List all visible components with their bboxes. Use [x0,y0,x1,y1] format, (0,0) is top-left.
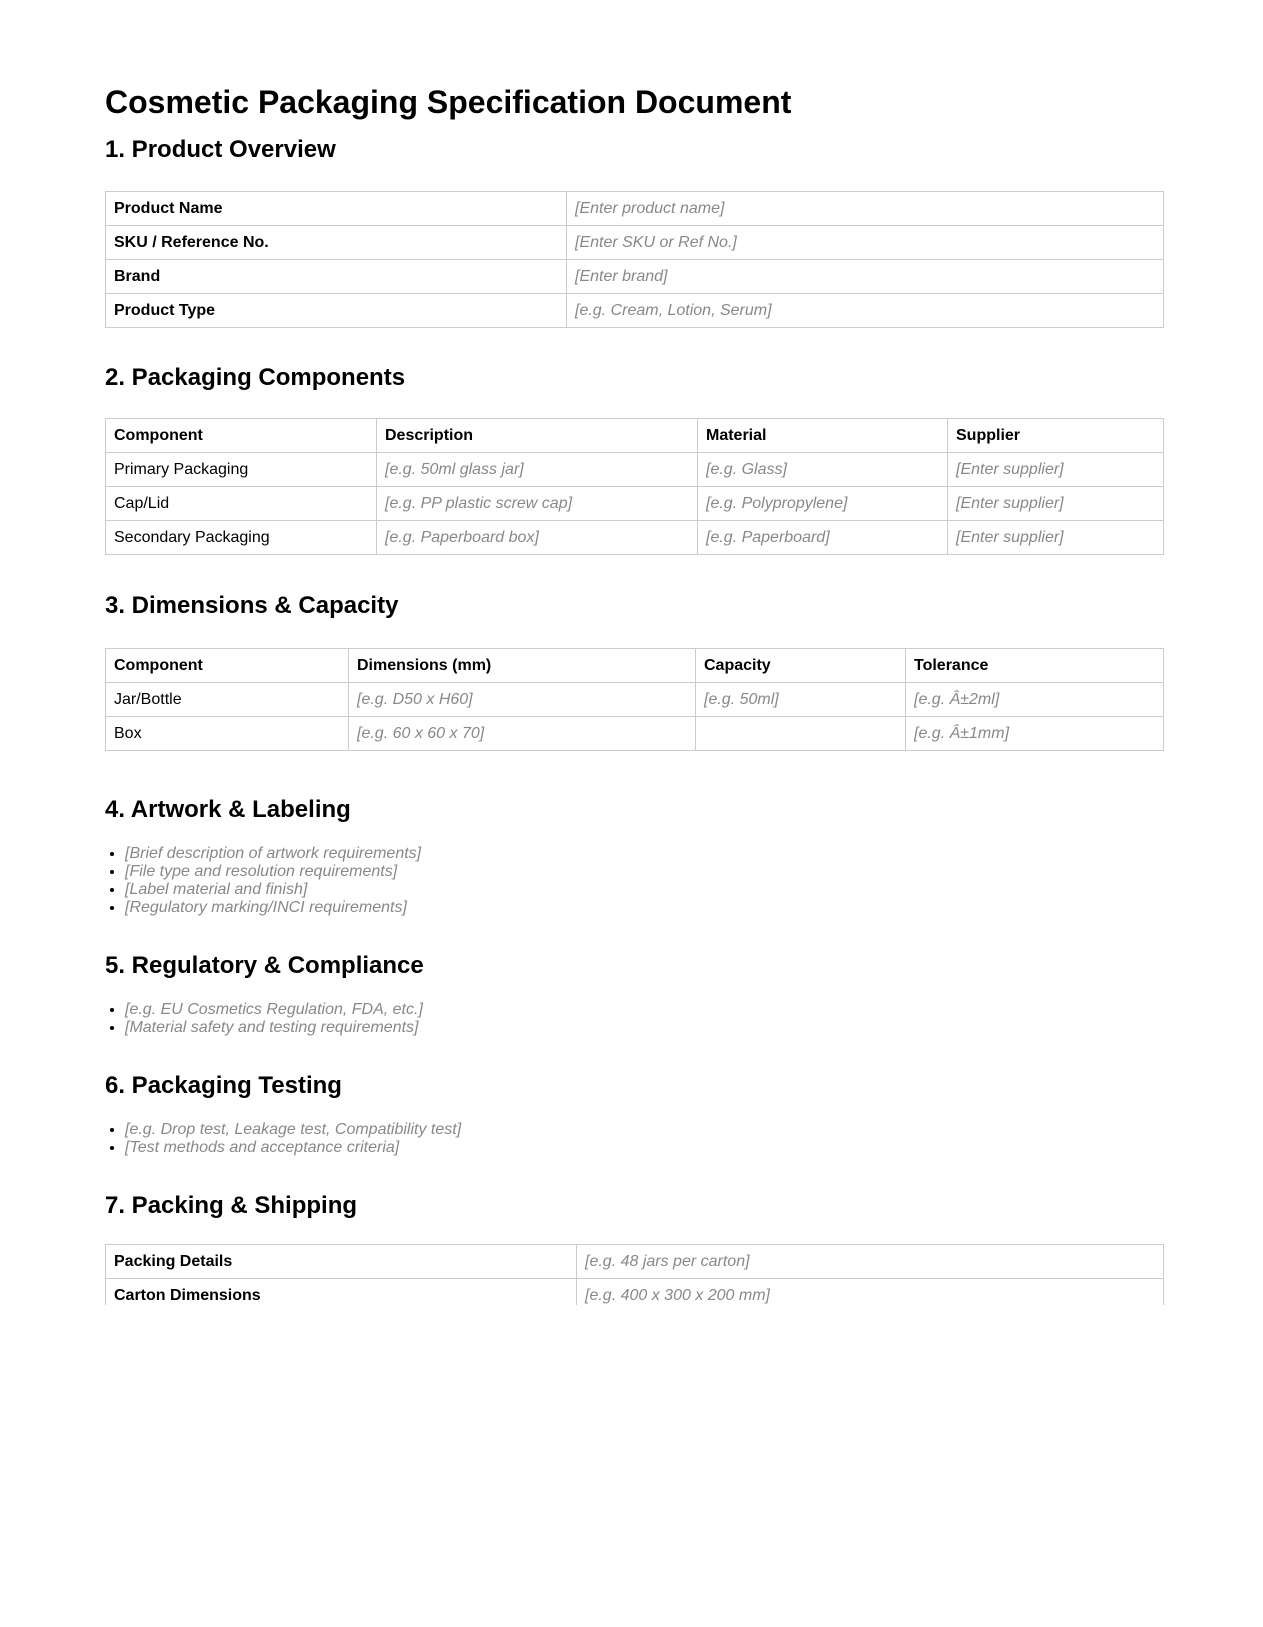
packing-details-label: Packing Details [106,1245,577,1279]
table-cell: [e.g. Â±2ml] [906,683,1164,717]
packing-shipping-table [105,1244,1164,1305]
table-cell: [e.g. D50 x H60] [349,683,696,717]
table-cell: [e.g. Â±1mm] [906,717,1164,751]
table-row [106,717,1164,751]
table-cell: Cap/Lid [106,487,377,521]
list-item: • [e.g. EU Cosmetics Regulation, FDA, etc.] [125,1001,423,1019]
regulatory-compliance-list [105,1001,423,1037]
list-item: • [Regulatory marking/INCI requirements] [125,899,421,917]
list-item: • [e.g. Drop test, Leakage test, Compatibility test] [125,1121,461,1139]
column-header: Supplier [948,419,1164,453]
table-row [106,683,1164,717]
table-header-row [106,419,1164,453]
packing-details-value: [e.g. 48 jars per carton] [577,1245,1164,1279]
table-row [106,1279,1164,1306]
section-heading-product-overview: 1. Product Overview [105,136,336,163]
column-header: Capacity [696,649,906,683]
product-type-label: Product Type [106,294,567,328]
product-type-value: [e.g. Cream, Lotion, Serum] [567,294,1164,328]
table-cell: [Enter supplier] [948,487,1164,521]
table-row [106,294,1164,328]
section-heading-artwork-labeling: 4. Artwork & Labeling [105,796,351,823]
table-cell: [e.g. Paperboard] [698,521,948,555]
product-name-value: [Enter product name] [567,192,1164,226]
list-item: • [Test methods and acceptance criteria] [125,1139,461,1157]
table-row [106,521,1164,555]
table-header-row [106,649,1164,683]
list-item: • [File type and resolution requirements] [125,863,421,881]
table-cell: [Enter supplier] [948,521,1164,555]
table-cell: Jar/Bottle [106,683,349,717]
brand-label: Brand [106,260,567,294]
table-row [106,260,1164,294]
list-item: • [Label material and finish] [125,881,421,899]
list-item: • [Material safety and testing requirements] [125,1019,423,1037]
sku-label: SKU / Reference No. [106,226,567,260]
section-heading-packaging-testing: 6. Packaging Testing [105,1072,342,1099]
table-cell: Secondary Packaging [106,521,377,555]
product-overview-table [105,191,1164,328]
dimensions-capacity-table [105,648,1164,751]
table-row [106,192,1164,226]
section-heading-dimensions-capacity: 3. Dimensions & Capacity [105,592,399,619]
sku-value: [Enter SKU or Ref No.] [567,226,1164,260]
table-cell [696,717,906,751]
section-heading-packing-shipping: 7. Packing & Shipping [105,1192,358,1219]
table-row [106,453,1164,487]
section-heading-regulatory-compliance: 5. Regulatory & Compliance [105,952,424,979]
artwork-labeling-list [105,845,421,917]
document-title: Cosmetic Packaging Specification Document [105,84,792,120]
table-cell: [Enter supplier] [948,453,1164,487]
table-cell: [e.g. 50ml glass jar] [377,453,698,487]
column-header: Component [106,419,377,453]
table-cell: Primary Packaging [106,453,377,487]
packaging-components-table [105,418,1164,555]
column-header: Component [106,649,349,683]
table-cell: [e.g. Paperboard box] [377,521,698,555]
table-cell: [e.g. Glass] [698,453,948,487]
table-cell: [e.g. 60 x 60 x 70] [349,717,696,751]
column-header: Material [698,419,948,453]
packaging-testing-list [105,1121,461,1157]
column-header: Description [377,419,698,453]
column-header: Dimensions (mm) [349,649,696,683]
table-row [106,1245,1164,1279]
table-cell: [e.g. 50ml] [696,683,906,717]
table-cell: [e.g. Polypropylene] [698,487,948,521]
column-header: Tolerance [906,649,1164,683]
list-item: • [Brief description of artwork requirements] [125,845,421,863]
brand-value: [Enter brand] [567,260,1164,294]
product-name-label: Product Name [106,192,567,226]
carton-dimensions-value: [e.g. 400 x 300 x 200 mm] [577,1279,1164,1306]
table-row [106,226,1164,260]
table-cell: Box [106,717,349,751]
section-heading-packaging-components: 2. Packaging Components [105,364,406,391]
carton-dimensions-label: Carton Dimensions [106,1279,577,1306]
table-row [106,487,1164,521]
table-cell: [e.g. PP plastic screw cap] [377,487,698,521]
